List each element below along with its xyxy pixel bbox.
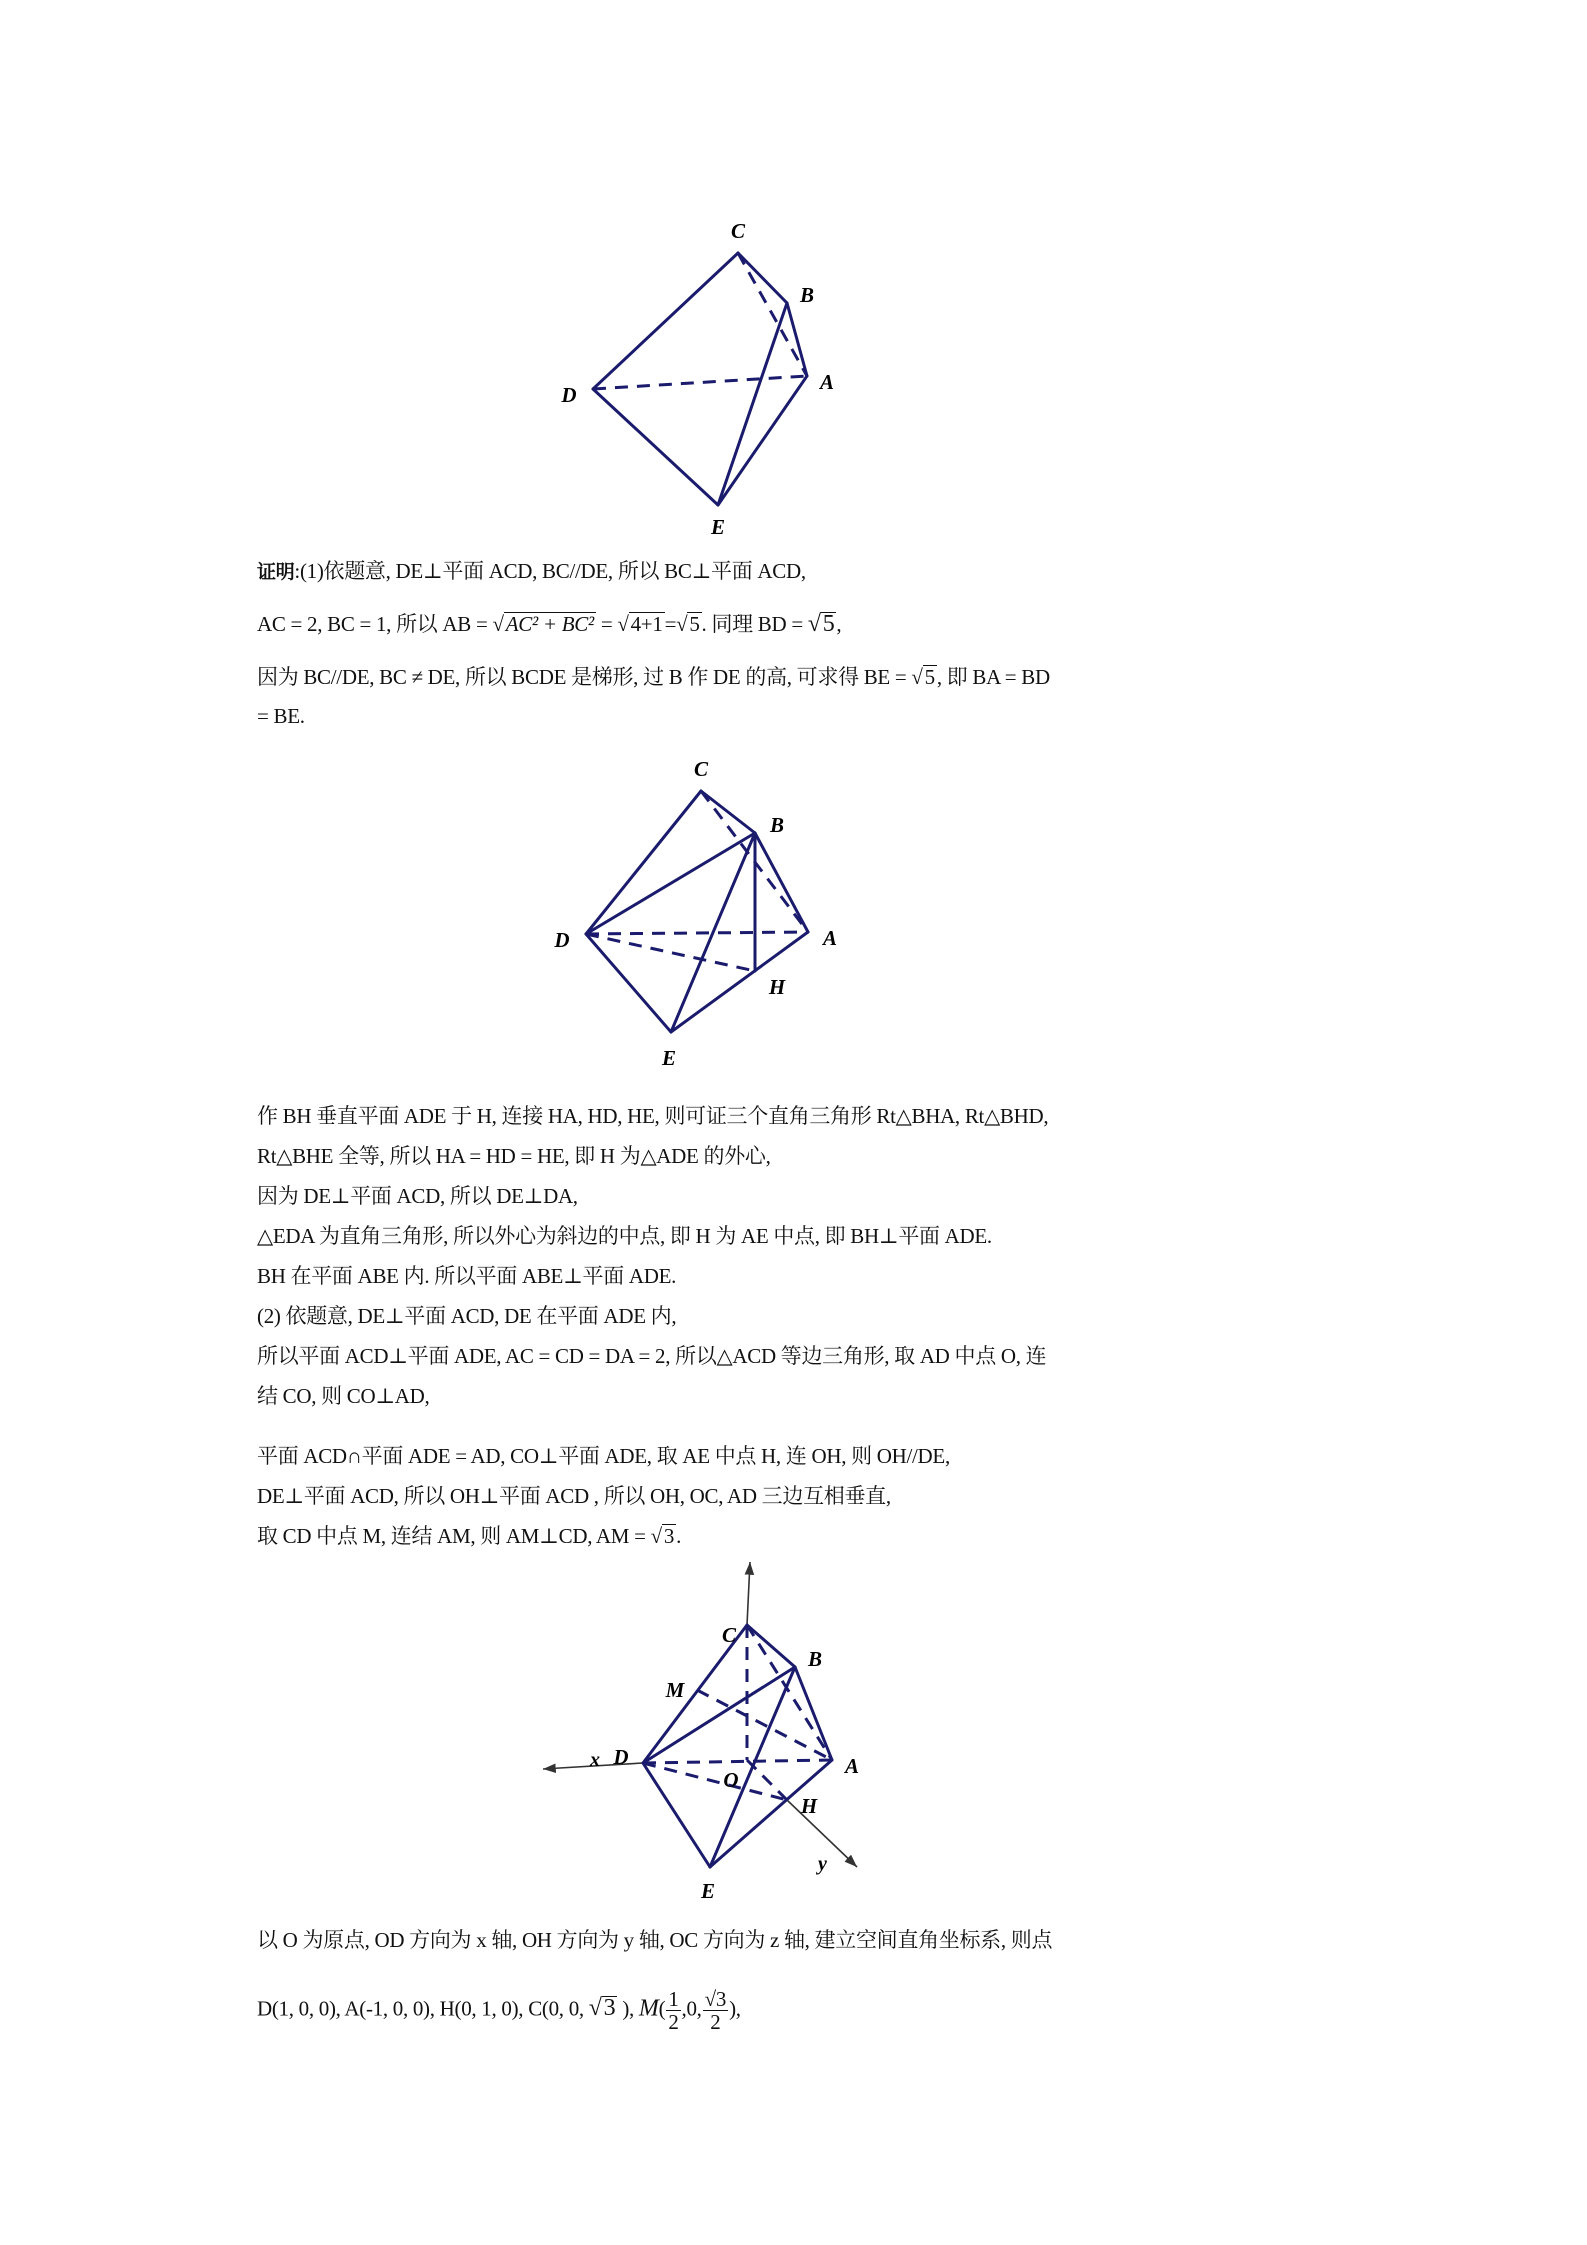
- edge-DE: [593, 389, 718, 505]
- vertex-label-C: C: [693, 757, 709, 781]
- proof-part1b-line1: 作 BH 垂直平面 ADE 于 H, 连接 HA, HD, HE, 则可证三个直角三角形 Rt△BHA, Rt△BHD,: [257, 1104, 1049, 1128]
- proof-part1-line1: 证明:(1)依题意, DE⊥平面 ACD, BC//DE, 所以 BC⊥平面 ACD,: [257, 559, 806, 583]
- dashed-edge-DA: [586, 932, 808, 934]
- edge-BA: [755, 833, 808, 932]
- proof-label: 证明: [257, 561, 295, 583]
- vertex-label-B: B: [769, 813, 785, 837]
- edge-DB: [586, 833, 755, 934]
- figure-3-solid-with-axes: [543, 1562, 859, 1903]
- proof-part1b-line4: △EDA 为直角三角形, 所以外心为斜边的中点, 即 H 为 AE 中点, 即 BH⊥平面 ADE.: [257, 1224, 992, 1248]
- proof-part2-line3: 结 CO, 则 CO⊥AD,: [257, 1384, 430, 1408]
- vertex-label-E: E: [700, 1879, 716, 1903]
- proof-part2-line5: DE⊥平面 ACD, 所以 OH⊥平面 ACD , 所以 OH, OC, AD 三边互相垂直,: [257, 1484, 891, 1508]
- sqrt-expression: √5: [807, 611, 835, 637]
- proof-part1-line3: 因为 BC//DE, BC ≠ DE, 所以 BCDE 是梯形, 过 B 作 DE 的高, 可求得 BE = √5, 即 BA = BD: [257, 665, 1050, 689]
- vertex-label-C: C: [730, 219, 746, 243]
- sqrt-expression: √4+1: [617, 612, 663, 636]
- vertex-label-M: M: [665, 1678, 685, 1702]
- edge-BA: [787, 303, 807, 376]
- vertex-label-B: B: [807, 1647, 823, 1671]
- proof-part3-line1: 以 O 为原点, OD 方向为 x 轴, OH 方向为 y 轴, OC 方向为 z 轴, 建立空间直角坐标系, 则点: [257, 1928, 1053, 1952]
- vertex-label-A: A: [844, 1754, 860, 1778]
- sqrt-expression: √5: [911, 665, 935, 689]
- proof-part1b-line2: Rt△BHE 全等, 所以 HA = HD = HE, 即 H 为△ADE 的外心,: [257, 1144, 771, 1168]
- dashed-edge-DA: [643, 1760, 832, 1763]
- y-axis-label: y: [818, 1853, 827, 1875]
- proof-part1-line4: = BE.: [257, 704, 305, 728]
- vertex-label-D: D: [561, 383, 577, 407]
- edge-BA: [795, 1667, 832, 1760]
- x-axis-label: x: [590, 1749, 600, 1771]
- proof-part1b-line3: 因为 DE⊥平面 ACD, 所以 DE⊥DA,: [257, 1184, 578, 1208]
- sqrt-expression: √5: [676, 612, 700, 636]
- fraction-sqrt3-over-2: $\frac{√3}{2}$: [704, 1987, 727, 2034]
- vertex-label-H: H: [800, 1794, 818, 1818]
- dashed-edge-MA: [697, 1690, 832, 1760]
- edge-DE: [643, 1763, 710, 1867]
- edge-EB: [718, 303, 787, 505]
- sqrt-expression: √3: [588, 1995, 616, 2022]
- z-axis: [747, 1562, 750, 1625]
- dashed-edge-CA: [747, 1625, 832, 1760]
- vertex-label-A: A: [822, 926, 838, 950]
- edge-EA: [718, 376, 807, 505]
- proof-part1b-line5: BH 在平面 ABE 内. 所以平面 ABE⊥平面 ADE.: [257, 1264, 677, 1288]
- vertex-label-E: E: [661, 1046, 677, 1070]
- vertex-label-B: B: [799, 283, 815, 307]
- dashed-edge-DA: [593, 376, 807, 389]
- vertex-label-H: H: [768, 975, 786, 999]
- vertex-label-D: D: [554, 928, 570, 952]
- dashed-edge-CA: [738, 253, 807, 376]
- edge-DC: [586, 791, 701, 934]
- proof-part2-line1: (2) 依题意, DE⊥平面 ACD, DE 在平面 ADE 内,: [257, 1304, 677, 1328]
- sqrt-expression: √3: [650, 1524, 675, 1548]
- vertex-label-A: A: [819, 370, 835, 394]
- proof-part1-line2: AC = 2, BC = 1, 所以 AB = √AC² + BC² = √4+1=√5. 同理 BD = √5,: [257, 611, 842, 637]
- vertex-label-C: C: [721, 1623, 737, 1647]
- vertex-label-D: D: [613, 1745, 629, 1769]
- edge-CB: [747, 1625, 795, 1667]
- sqrt-expression: √AC² + BC²: [492, 612, 594, 636]
- vertex-label-O: O: [723, 1768, 739, 1792]
- fraction-one-half: $\frac{1}{2}$: [668, 1987, 679, 2034]
- figure-2-solid: [553, 757, 837, 1070]
- proof-part3-line2: D(1, 0, 0), A(-1, 0, 0), H(0, 1, 0), C(0, 0, √3 ), M( $\frac{1}{2}$ ,0, $\frac{√3}{2}$ ),: [257, 1987, 741, 2034]
- proof-part2-line2: 所以平面 ACD⊥平面 ADE, AC = CD = DA = 2, 所以△ACD 等边三角形, 取 AD 中点 O, 连: [257, 1344, 1047, 1368]
- figure-1-solid: [560, 219, 834, 539]
- proof-part2-line4: 平面 ACD∩平面 ADE = AD, CO⊥平面 ADE, 取 AE 中点 H, 连 OH, 则 OH//DE,: [257, 1444, 950, 1468]
- vertex-label-E: E: [710, 515, 726, 539]
- edge-DC: [593, 253, 738, 389]
- proof-part2-line6: 取 CD 中点 M, 连结 AM, 则 AM⊥CD, AM = √3.: [257, 1524, 682, 1548]
- dashed-edge-OH: [747, 1760, 787, 1800]
